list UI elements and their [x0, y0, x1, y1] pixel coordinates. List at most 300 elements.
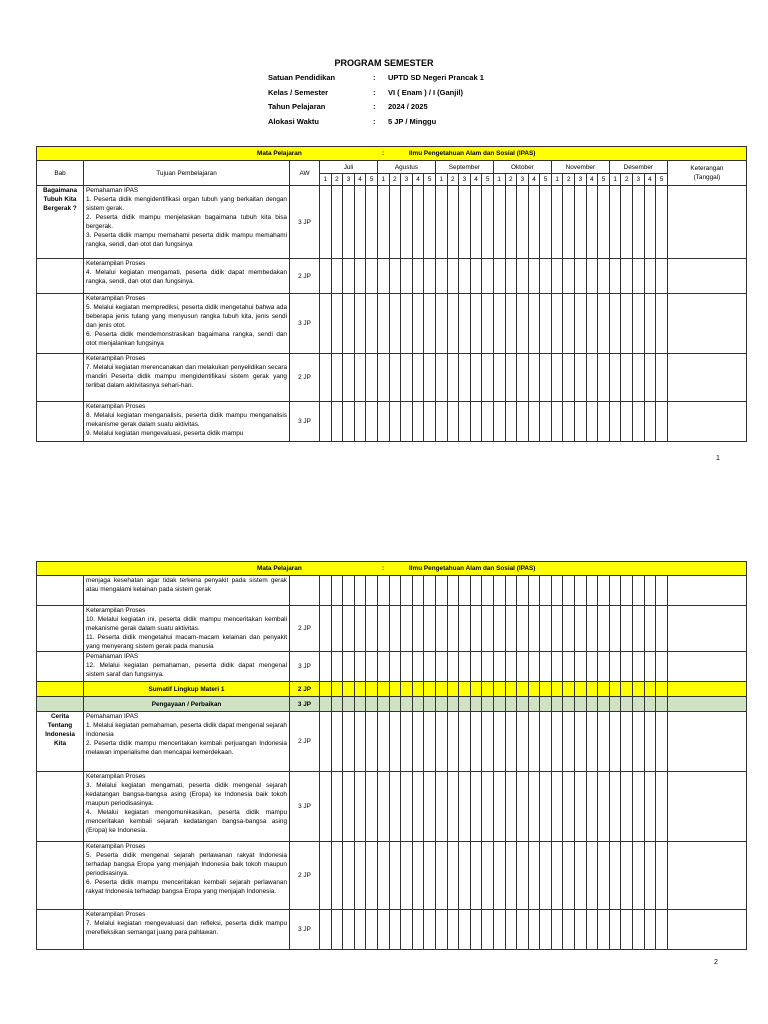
week-cell: [331, 652, 343, 682]
keterangan-cell: [667, 697, 746, 712]
month-header: Agustus: [377, 161, 435, 174]
week-cell: [586, 259, 598, 294]
week-cell: [401, 354, 413, 402]
week-cell: [575, 576, 587, 606]
week-cell: [389, 402, 401, 442]
bab-cell: [37, 402, 84, 442]
pengayaan-label: Pengayaan / Perbaikan: [84, 697, 290, 712]
week-number: 4: [586, 174, 598, 186]
week-cell: [540, 697, 552, 712]
tujuan-cell: [84, 294, 290, 354]
bab-cell: [37, 682, 84, 697]
week-cell: [528, 652, 540, 682]
week-cell: [575, 606, 587, 652]
bab-cell: [37, 576, 84, 606]
week-cell: [540, 186, 552, 259]
week-cell: [598, 712, 610, 772]
col-aw: AW: [290, 161, 320, 186]
aw-cell: 3 JP: [290, 772, 320, 842]
week-cell: [389, 259, 401, 294]
week-cell: [644, 186, 656, 259]
meta-colon: :: [373, 73, 376, 82]
tujuan-item: 11. Peserta didik mengetahui macam-macam kelainan dan penyakit yang menyerang sistem gerak pada manusia: [86, 634, 287, 650]
header-row-months: [37, 161, 747, 174]
week-cell: [633, 606, 645, 652]
week-cell: [354, 259, 366, 294]
week-cell: [331, 186, 343, 259]
week-cell: [551, 842, 563, 910]
week-cell: [621, 772, 633, 842]
week-cell: [563, 697, 575, 712]
week-cell: [505, 576, 517, 606]
bab-cell: [37, 259, 84, 294]
week-cell: [459, 697, 471, 712]
week-cell: [633, 697, 645, 712]
week-cell: [598, 186, 610, 259]
week-cell: [377, 842, 389, 910]
week-cell: [621, 294, 633, 354]
week-cell: [343, 712, 355, 772]
week-cell: [447, 842, 459, 910]
week-number: 1: [609, 174, 621, 186]
week-cell: [656, 576, 668, 606]
keterangan-cell: [667, 652, 746, 682]
aw-cell: 2 JP: [290, 259, 320, 294]
week-cell: [320, 259, 332, 294]
week-cell: [320, 712, 332, 772]
tanggal-label: (Tanggal): [693, 174, 721, 181]
week-cell: [447, 910, 459, 950]
week-cell: [505, 606, 517, 652]
week-cell: [459, 294, 471, 354]
month-header: Oktober: [493, 161, 551, 174]
week-cell: [633, 842, 645, 910]
week-cell: [528, 259, 540, 294]
week-cell: [320, 772, 332, 842]
week-cell: [389, 842, 401, 910]
week-cell: [505, 294, 517, 354]
week-cell: [366, 186, 378, 259]
week-cell: [598, 294, 610, 354]
week-cell: [331, 606, 343, 652]
week-cell: [343, 772, 355, 842]
week-cell: [401, 186, 413, 259]
week-cell: [354, 772, 366, 842]
week-cell: [551, 294, 563, 354]
aw-cell: 3 JP: [290, 652, 320, 682]
week-cell: [540, 354, 552, 402]
week-cell: [366, 354, 378, 402]
week-cell: [389, 294, 401, 354]
week-cell: [528, 910, 540, 950]
week-cell: [621, 842, 633, 910]
tujuan-item: 3. Peserta didik mampu memahami peserta didik mampu memahami rangka, sendi, dan otot dan fungsinya: [86, 232, 287, 248]
week-cell: [424, 259, 436, 294]
week-cell: [377, 697, 389, 712]
week-cell: [435, 354, 447, 402]
week-number: 2: [331, 174, 343, 186]
week-cell: [470, 682, 482, 697]
week-cell: [470, 712, 482, 772]
week-cell: [528, 402, 540, 442]
week-cell: [598, 606, 610, 652]
tujuan-item: 8. Melalui kegiatan menganalisis, peserta didik mampu menganalisis mekanisme gerak dalam suatu aktivitas.: [86, 412, 287, 428]
keterangan-cell: [667, 259, 746, 294]
meta-value: UPTD SD Negeri Prancak 1: [388, 73, 484, 82]
week-cell: [609, 697, 621, 712]
week-cell: [389, 772, 401, 842]
meta-colon: :: [373, 102, 376, 111]
week-cell: [517, 712, 529, 772]
week-number: 5: [424, 174, 436, 186]
week-cell: [331, 772, 343, 842]
week-cell: [412, 772, 424, 842]
week-number: 4: [412, 174, 424, 186]
week-number: 5: [598, 174, 610, 186]
week-cell: [459, 186, 471, 259]
week-cell: [447, 186, 459, 259]
week-cell: [598, 354, 610, 402]
week-cell: [517, 259, 529, 294]
week-cell: [563, 910, 575, 950]
week-cell: [621, 606, 633, 652]
week-cell: [517, 576, 529, 606]
week-cell: [586, 682, 598, 697]
week-cell: [424, 186, 436, 259]
week-cell: [459, 576, 471, 606]
week-cell: [470, 842, 482, 910]
week-cell: [401, 697, 413, 712]
section-label: Keterampilan Proses: [86, 260, 146, 267]
week-cell: [412, 294, 424, 354]
program-table-page-2: [36, 561, 747, 950]
week-cell: [354, 354, 366, 402]
meta-label: Tahun Pelajaran: [268, 102, 326, 111]
week-cell: [366, 842, 378, 910]
meta-colon: :: [373, 116, 376, 126]
week-cell: [412, 186, 424, 259]
week-cell: [401, 842, 413, 910]
week-cell: [424, 772, 436, 842]
week-cell: [621, 576, 633, 606]
week-cell: [401, 910, 413, 950]
week-cell: [621, 682, 633, 697]
sumatif-label: Sumatif Lingkup Materi 1: [84, 682, 290, 697]
tujuan-item: 5. Peserta didik mengenal sejarah perlawanan rakyat Indonesia terhadap bangsa Eropa yang menjajah Indonesia baik tokoh maupun periodisasinya.: [86, 852, 287, 877]
week-number: 1: [435, 174, 447, 186]
week-cell: [609, 910, 621, 950]
week-cell: [493, 186, 505, 259]
week-cell: [633, 186, 645, 259]
week-cell: [331, 910, 343, 950]
week-cell: [320, 186, 332, 259]
week-cell: [320, 910, 332, 950]
meta-colon: :: [373, 87, 376, 97]
week-cell: [528, 354, 540, 402]
week-number: 3: [401, 174, 413, 186]
week-cell: [447, 402, 459, 442]
week-cell: [633, 354, 645, 402]
aw-cell: 3 JP: [290, 910, 320, 950]
week-cell: [412, 697, 424, 712]
tujuan-item: 3. Melalui kegiatan mengamati, peserta didik mengenal sejarah kedatangan bangsa-bangsa asing (Eropa) ke Indonesia baik tokoh maupun periodisasinya.: [86, 782, 287, 807]
week-cell: [505, 697, 517, 712]
week-cell: [366, 652, 378, 682]
week-cell: [575, 186, 587, 259]
week-cell: [366, 259, 378, 294]
week-cell: [517, 842, 529, 910]
week-cell: [551, 697, 563, 712]
week-cell: [633, 772, 645, 842]
week-cell: [609, 186, 621, 259]
week-cell: [633, 259, 645, 294]
week-cell: [377, 259, 389, 294]
week-cell: [412, 842, 424, 910]
week-cell: [320, 652, 332, 682]
week-number: 5: [366, 174, 378, 186]
tujuan-cell: [84, 910, 290, 950]
week-cell: [401, 259, 413, 294]
keterangan-cell: [667, 910, 746, 950]
week-cell: [377, 712, 389, 772]
week-cell: [482, 294, 494, 354]
week-cell: [447, 606, 459, 652]
week-cell: [540, 294, 552, 354]
week-cell: [575, 682, 587, 697]
aw-cell: 2 JP: [290, 606, 320, 652]
pengayaan-row: [37, 697, 747, 712]
week-cell: [528, 576, 540, 606]
header-meta: [268, 73, 484, 131]
week-number: 4: [644, 174, 656, 186]
week-cell: [644, 682, 656, 697]
week-cell: [435, 842, 447, 910]
week-cell: [354, 186, 366, 259]
week-cell: [633, 576, 645, 606]
keterangan-label: Keterangan: [690, 165, 724, 172]
tujuan-row: [37, 842, 747, 910]
week-cell: [656, 259, 668, 294]
week-cell: [377, 354, 389, 402]
week-cell: [482, 910, 494, 950]
week-cell: [609, 294, 621, 354]
tujuan-cell: [84, 606, 290, 652]
week-cell: [401, 294, 413, 354]
week-cell: [540, 259, 552, 294]
week-cell: [343, 259, 355, 294]
week-cell: [435, 910, 447, 950]
week-number: 1: [377, 174, 389, 186]
tujuan-item: 5. Melalui kegiatan memprediksi, peserta didik mengetahui bahwa ada beberapa jenis tulang yang menyusun rangka tubuh kita, jenis sendi dan jenis otot.: [86, 304, 287, 329]
week-cell: [343, 682, 355, 697]
week-cell: [435, 259, 447, 294]
week-cell: [470, 259, 482, 294]
week-cell: [424, 294, 436, 354]
week-cell: [505, 402, 517, 442]
week-cell: [331, 576, 343, 606]
week-cell: [517, 772, 529, 842]
section-label: Keterampilan Proses: [86, 773, 146, 780]
week-cell: [366, 294, 378, 354]
week-cell: [551, 712, 563, 772]
keterangan-cell: [667, 402, 746, 442]
week-cell: [320, 354, 332, 402]
week-cell: [598, 576, 610, 606]
week-cell: [366, 402, 378, 442]
bab-cell: [37, 772, 84, 842]
week-cell: [447, 354, 459, 402]
meta-row: [268, 117, 484, 132]
week-number: 2: [621, 174, 633, 186]
week-cell: [644, 712, 656, 772]
week-cell: [551, 186, 563, 259]
week-cell: [482, 652, 494, 682]
week-cell: [656, 682, 668, 697]
week-cell: [563, 576, 575, 606]
week-cell: [412, 402, 424, 442]
week-cell: [459, 402, 471, 442]
week-cell: [644, 697, 656, 712]
week-cell: [447, 576, 459, 606]
week-cell: [609, 682, 621, 697]
week-cell: [412, 576, 424, 606]
week-cell: [528, 772, 540, 842]
week-cell: [540, 712, 552, 772]
week-cell: [412, 682, 424, 697]
week-cell: [493, 402, 505, 442]
week-cell: [424, 910, 436, 950]
bab-title: Cerita Tentang Indonesia Kita: [45, 713, 75, 747]
week-cell: [412, 652, 424, 682]
week-cell: [343, 842, 355, 910]
week-cell: [331, 842, 343, 910]
week-cell: [459, 772, 471, 842]
week-cell: [424, 842, 436, 910]
tujuan-item: 6. Peserta didik mendemonstrasikan bagaimana rangka, sendi dan otot menjalankan fungsinya: [86, 331, 287, 347]
week-cell: [621, 186, 633, 259]
week-cell: [424, 606, 436, 652]
week-cell: [540, 652, 552, 682]
aw-cell: 2 JP: [290, 712, 320, 772]
meta-row: [268, 88, 484, 103]
aw-cell: 2 JP: [290, 842, 320, 910]
week-cell: [517, 402, 529, 442]
subject-value: Ilmu Pengetahuan Alam dan Sosial (IPAS): [409, 150, 536, 157]
week-cell: [551, 576, 563, 606]
week-cell: [517, 186, 529, 259]
week-cell: [528, 697, 540, 712]
week-cell: [470, 354, 482, 402]
week-cell: [320, 606, 332, 652]
week-cell: [482, 606, 494, 652]
aw-cell: 2 JP: [290, 682, 320, 697]
week-cell: [528, 294, 540, 354]
week-cell: [493, 259, 505, 294]
week-cell: [366, 576, 378, 606]
tujuan-row: [37, 186, 747, 259]
week-cell: [586, 606, 598, 652]
week-cell: [320, 402, 332, 442]
tujuan-row: [37, 910, 747, 950]
week-cell: [633, 682, 645, 697]
tujuan-row: [37, 354, 747, 402]
week-cell: [644, 576, 656, 606]
week-cell: [540, 576, 552, 606]
week-cell: [343, 652, 355, 682]
tujuan-cell: [84, 652, 290, 682]
week-cell: [354, 402, 366, 442]
week-cell: [563, 842, 575, 910]
week-cell: [377, 606, 389, 652]
week-cell: [482, 712, 494, 772]
week-cell: [644, 652, 656, 682]
week-cell: [377, 652, 389, 682]
week-cell: [470, 576, 482, 606]
week-cell: [609, 576, 621, 606]
week-cell: [482, 354, 494, 402]
week-cell: [447, 682, 459, 697]
week-cell: [435, 606, 447, 652]
week-cell: [470, 772, 482, 842]
week-cell: [644, 842, 656, 910]
week-cell: [424, 402, 436, 442]
week-cell: [656, 652, 668, 682]
tujuan-row: [37, 712, 747, 772]
tujuan-row: [37, 576, 747, 606]
week-cell: [482, 186, 494, 259]
week-cell: [459, 652, 471, 682]
week-number: 3: [343, 174, 355, 186]
week-cell: [354, 712, 366, 772]
week-cell: [366, 682, 378, 697]
week-cell: [354, 842, 366, 910]
tujuan-row: [37, 606, 747, 652]
week-cell: [470, 910, 482, 950]
week-cell: [401, 682, 413, 697]
meta-value: 2024 / 2025: [388, 102, 428, 111]
week-number: 4: [528, 174, 540, 186]
week-cell: [644, 402, 656, 442]
bab-cell: [37, 294, 84, 354]
section-label: Keterampilan Proses: [86, 355, 146, 362]
week-number: 2: [389, 174, 401, 186]
week-cell: [470, 294, 482, 354]
week-cell: [470, 697, 482, 712]
week-cell: [609, 772, 621, 842]
week-cell: [621, 910, 633, 950]
week-cell: [459, 712, 471, 772]
week-cell: [609, 402, 621, 442]
week-cell: [644, 294, 656, 354]
week-cell: [424, 682, 436, 697]
bab-cell: [37, 354, 84, 402]
week-cell: [493, 910, 505, 950]
week-cell: [493, 682, 505, 697]
week-cell: [435, 697, 447, 712]
tujuan-item: 12. Melalui kegiatan pemahaman, peserta didik dapat mengenal sistem saraf dan fungsinya.: [86, 662, 287, 678]
week-cell: [586, 910, 598, 950]
week-cell: [586, 652, 598, 682]
week-cell: [517, 606, 529, 652]
tujuan-item: 2. Peserta didik mampu menjelaskan bagaimana tubuh kita bisa bergerak.: [86, 214, 287, 230]
tujuan-item: 1. Melalui kegiatan pemahaman, peserta didik dapat mengenal sejarah Indonesia: [86, 722, 287, 738]
tujuan-item: 9. Melalui kegiatan mengevaluasi, peserta didik mampu: [86, 430, 244, 437]
section-label: Keterampilan Proses: [86, 295, 146, 302]
week-cell: [633, 910, 645, 950]
week-cell: [435, 402, 447, 442]
week-cell: [354, 576, 366, 606]
week-cell: [401, 712, 413, 772]
